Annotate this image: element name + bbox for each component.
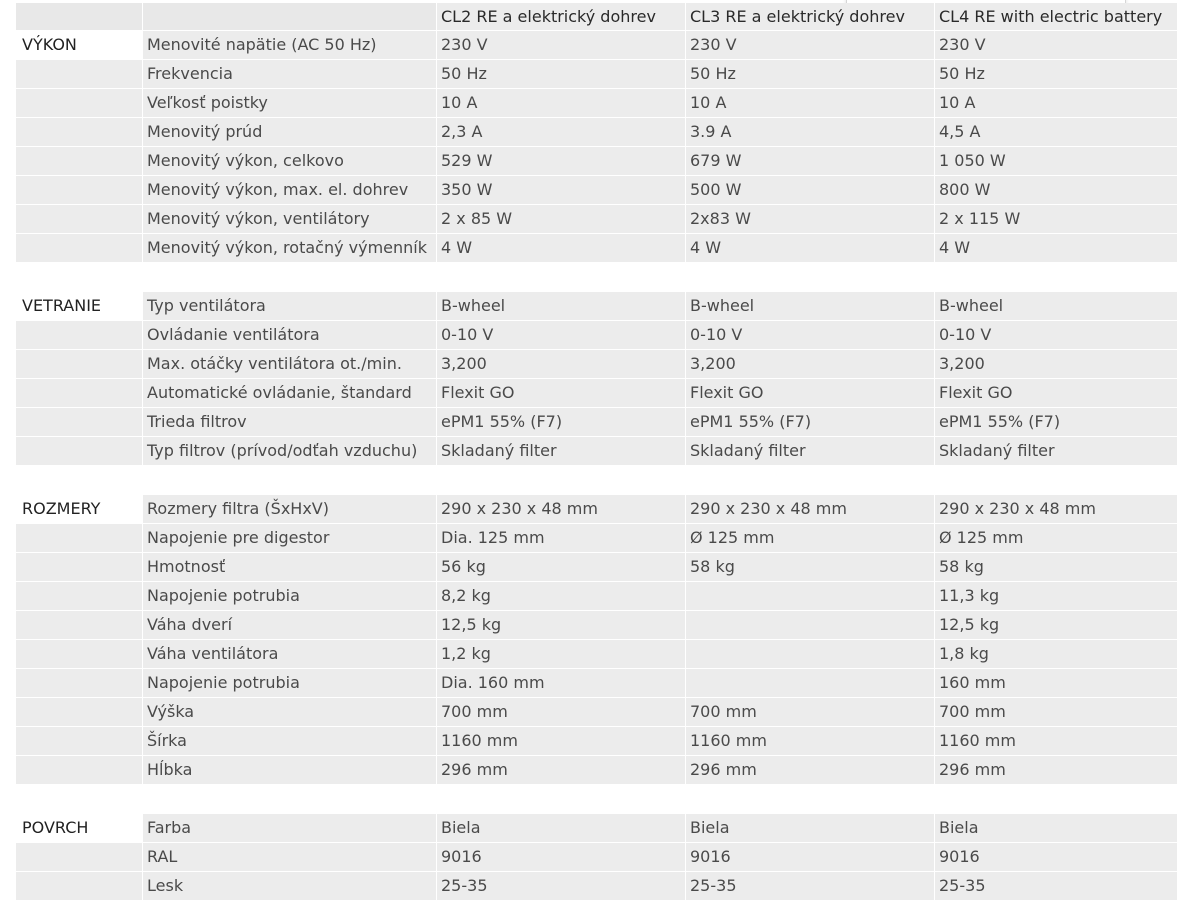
value-cell: 290 x 230 x 48 mm xyxy=(685,495,934,524)
value-cell: 10 A xyxy=(436,89,685,118)
section-cell xyxy=(15,727,142,756)
table-row xyxy=(15,379,1177,408)
row-label: Automatické ovládanie, štandard xyxy=(142,379,436,408)
value-cell: Dia. 125 mm xyxy=(436,524,685,553)
row-label: Ovládanie ventilátora xyxy=(142,321,436,350)
value-cell: 58 kg xyxy=(934,553,1177,582)
table-row xyxy=(15,147,1177,176)
section-cell xyxy=(15,698,142,727)
section-spacer xyxy=(15,263,1177,292)
table-row xyxy=(15,814,1177,843)
section-cell xyxy=(15,756,142,785)
row-label: Napojenie potrubia xyxy=(142,669,436,698)
table-row xyxy=(15,234,1177,263)
value-cell: 10 A xyxy=(685,89,934,118)
value-cell xyxy=(685,640,934,669)
section-spacer xyxy=(15,785,1177,814)
value-cell: 350 W xyxy=(436,176,685,205)
value-cell: 679 W xyxy=(685,147,934,176)
value-cell: 296 mm xyxy=(934,756,1177,785)
value-cell: 529 W xyxy=(436,147,685,176)
value-cell: 290 x 230 x 48 mm xyxy=(934,495,1177,524)
row-label: Menovitý výkon, max. el. dohrev xyxy=(142,176,436,205)
value-cell: 4 W xyxy=(685,234,934,263)
row-label: Váha dverí xyxy=(142,611,436,640)
table-row xyxy=(15,292,1177,321)
section-title: POVRCH xyxy=(15,814,142,843)
spec-body xyxy=(15,31,1177,901)
value-cell: Ø 125 mm xyxy=(934,524,1177,553)
value-cell: 2 x 115 W xyxy=(934,205,1177,234)
table-row xyxy=(15,756,1177,785)
column-header: CL4 RE with electric battery xyxy=(934,3,1177,31)
value-cell: 8,2 kg xyxy=(436,582,685,611)
value-cell: 800 W xyxy=(934,176,1177,205)
value-cell: 25-35 xyxy=(685,872,934,901)
row-label: Výška xyxy=(142,698,436,727)
value-cell: Biela xyxy=(685,814,934,843)
table-row xyxy=(15,321,1177,350)
value-cell: 50 Hz xyxy=(934,60,1177,89)
section-cell xyxy=(15,553,142,582)
value-cell: 9016 xyxy=(685,843,934,872)
section-cell xyxy=(15,640,142,669)
section-cell xyxy=(15,524,142,553)
value-cell: 1160 mm xyxy=(934,727,1177,756)
spacer-cell xyxy=(15,785,1177,814)
header-blank-cell xyxy=(142,3,436,31)
value-cell: Flexit GO xyxy=(436,379,685,408)
value-cell xyxy=(685,611,934,640)
value-cell: 10 A xyxy=(934,89,1177,118)
section-title: VETRANIE xyxy=(15,292,142,321)
value-cell: B-wheel xyxy=(685,292,934,321)
table-row xyxy=(15,553,1177,582)
value-cell: Biela xyxy=(436,814,685,843)
value-cell: B-wheel xyxy=(934,292,1177,321)
table-row xyxy=(15,437,1177,466)
value-cell: 4 W xyxy=(934,234,1177,263)
table-row xyxy=(15,408,1177,437)
section-spacer xyxy=(15,466,1177,495)
table-row xyxy=(15,118,1177,147)
value-cell: 4 W xyxy=(436,234,685,263)
value-cell: 50 Hz xyxy=(436,60,685,89)
value-cell: 9016 xyxy=(934,843,1177,872)
spec-table xyxy=(15,3,1177,901)
value-cell: 230 V xyxy=(934,31,1177,60)
section-cell xyxy=(15,437,142,466)
row-label: Rozmery filtra (ŠxHxV) xyxy=(142,495,436,524)
row-label: Typ ventilátora xyxy=(142,292,436,321)
row-label: Typ filtrov (prívod/odťah vzduchu) xyxy=(142,437,436,466)
value-cell: 0-10 V xyxy=(934,321,1177,350)
value-cell: 700 mm xyxy=(685,698,934,727)
table-row xyxy=(15,89,1177,118)
section-cell xyxy=(15,582,142,611)
value-cell: B-wheel xyxy=(436,292,685,321)
table-row xyxy=(15,31,1177,60)
value-cell: 9016 xyxy=(436,843,685,872)
value-cell: 1,2 kg xyxy=(436,640,685,669)
row-label: Veľkosť poistky xyxy=(142,89,436,118)
table-row xyxy=(15,669,1177,698)
value-cell: Skladaný filter xyxy=(934,437,1177,466)
value-cell: 3,200 xyxy=(934,350,1177,379)
row-label: Váha ventilátora xyxy=(142,640,436,669)
section-cell xyxy=(15,350,142,379)
section-cell xyxy=(15,611,142,640)
value-cell: 25-35 xyxy=(436,872,685,901)
value-cell: 296 mm xyxy=(685,756,934,785)
value-cell: ePM1 55% (F7) xyxy=(436,408,685,437)
value-cell: 230 V xyxy=(685,31,934,60)
value-cell: Flexit GO xyxy=(934,379,1177,408)
header-row xyxy=(15,3,1177,31)
row-label: Farba xyxy=(142,814,436,843)
table-row xyxy=(15,205,1177,234)
value-cell: Flexit GO xyxy=(685,379,934,408)
table-row xyxy=(15,60,1177,89)
value-cell: 2,3 A xyxy=(436,118,685,147)
value-cell: 50 Hz xyxy=(685,60,934,89)
value-cell: 3,200 xyxy=(436,350,685,379)
value-cell: 2x83 W xyxy=(685,205,934,234)
value-cell: 58 kg xyxy=(685,553,934,582)
value-cell: 1160 mm xyxy=(685,727,934,756)
header-blank-cell xyxy=(15,3,142,31)
section-cell xyxy=(15,843,142,872)
value-cell: Skladaný filter xyxy=(436,437,685,466)
section-title: ROZMERY xyxy=(15,495,142,524)
value-cell: Skladaný filter xyxy=(685,437,934,466)
value-cell: 160 mm xyxy=(934,669,1177,698)
value-cell xyxy=(685,582,934,611)
value-cell: 56 kg xyxy=(436,553,685,582)
section-cell xyxy=(15,176,142,205)
row-label: Menovitý prúd xyxy=(142,118,436,147)
spacer-cell xyxy=(15,263,1177,292)
value-cell: Dia. 160 mm xyxy=(436,669,685,698)
section-cell xyxy=(15,234,142,263)
column-header: CL2 RE a elektrický dohrev xyxy=(436,3,685,31)
value-cell: 700 mm xyxy=(934,698,1177,727)
value-cell: 0-10 V xyxy=(436,321,685,350)
spacer-cell xyxy=(15,466,1177,495)
value-cell: ePM1 55% (F7) xyxy=(685,408,934,437)
value-cell: 12,5 kg xyxy=(934,611,1177,640)
value-cell: 3,200 xyxy=(685,350,934,379)
value-cell: 12,5 kg xyxy=(436,611,685,640)
section-cell xyxy=(15,205,142,234)
table-row xyxy=(15,176,1177,205)
row-label: Frekvencia xyxy=(142,60,436,89)
value-cell: Biela xyxy=(934,814,1177,843)
value-cell: 4,5 A xyxy=(934,118,1177,147)
row-label: Hmotnosť xyxy=(142,553,436,582)
value-cell: 1,8 kg xyxy=(934,640,1177,669)
row-label: RAL xyxy=(142,843,436,872)
value-cell: 2 x 85 W xyxy=(436,205,685,234)
value-cell xyxy=(685,669,934,698)
section-cell xyxy=(15,669,142,698)
row-label: Trieda filtrov xyxy=(142,408,436,437)
section-cell xyxy=(15,321,142,350)
table-row xyxy=(15,495,1177,524)
table-row xyxy=(15,524,1177,553)
row-label: Max. otáčky ventilátora ot./min. xyxy=(142,350,436,379)
value-cell: 11,3 kg xyxy=(934,582,1177,611)
section-cell xyxy=(15,118,142,147)
value-cell: 700 mm xyxy=(436,698,685,727)
row-label: Menovité napätie (AC 50 Hz) xyxy=(142,31,436,60)
section-cell xyxy=(15,408,142,437)
section-cell xyxy=(15,872,142,901)
value-cell: 1160 mm xyxy=(436,727,685,756)
value-cell: ePM1 55% (F7) xyxy=(934,408,1177,437)
value-cell: 1 050 W xyxy=(934,147,1177,176)
row-label: Šírka xyxy=(142,727,436,756)
row-label: Lesk xyxy=(142,872,436,901)
value-cell: 230 V xyxy=(436,31,685,60)
value-cell: 296 mm xyxy=(436,756,685,785)
row-label: Menovitý výkon, rotačný výmenník xyxy=(142,234,436,263)
table-row xyxy=(15,582,1177,611)
section-cell xyxy=(15,379,142,408)
value-cell: 0-10 V xyxy=(685,321,934,350)
table-row xyxy=(15,727,1177,756)
table-row xyxy=(15,698,1177,727)
row-label: Menovitý výkon, ventilátory xyxy=(142,205,436,234)
table-row xyxy=(15,640,1177,669)
table-row xyxy=(15,843,1177,872)
value-cell: 25-35 xyxy=(934,872,1177,901)
section-title: VÝKON xyxy=(15,31,142,60)
section-cell xyxy=(15,60,142,89)
column-header: CL3 RE a elektrický dohrev xyxy=(685,3,934,31)
row-label: Napojenie pre digestor xyxy=(142,524,436,553)
value-cell: 500 W xyxy=(685,176,934,205)
value-cell: 290 x 230 x 48 mm xyxy=(436,495,685,524)
section-cell xyxy=(15,89,142,118)
table-row xyxy=(15,611,1177,640)
section-cell xyxy=(15,147,142,176)
value-cell: 3.9 A xyxy=(685,118,934,147)
row-label: Napojenie potrubia xyxy=(142,582,436,611)
row-label: Hĺbka xyxy=(142,756,436,785)
table-row xyxy=(15,350,1177,379)
table-row xyxy=(15,872,1177,901)
row-label: Menovitý výkon, celkovo xyxy=(142,147,436,176)
value-cell: Ø 125 mm xyxy=(685,524,934,553)
